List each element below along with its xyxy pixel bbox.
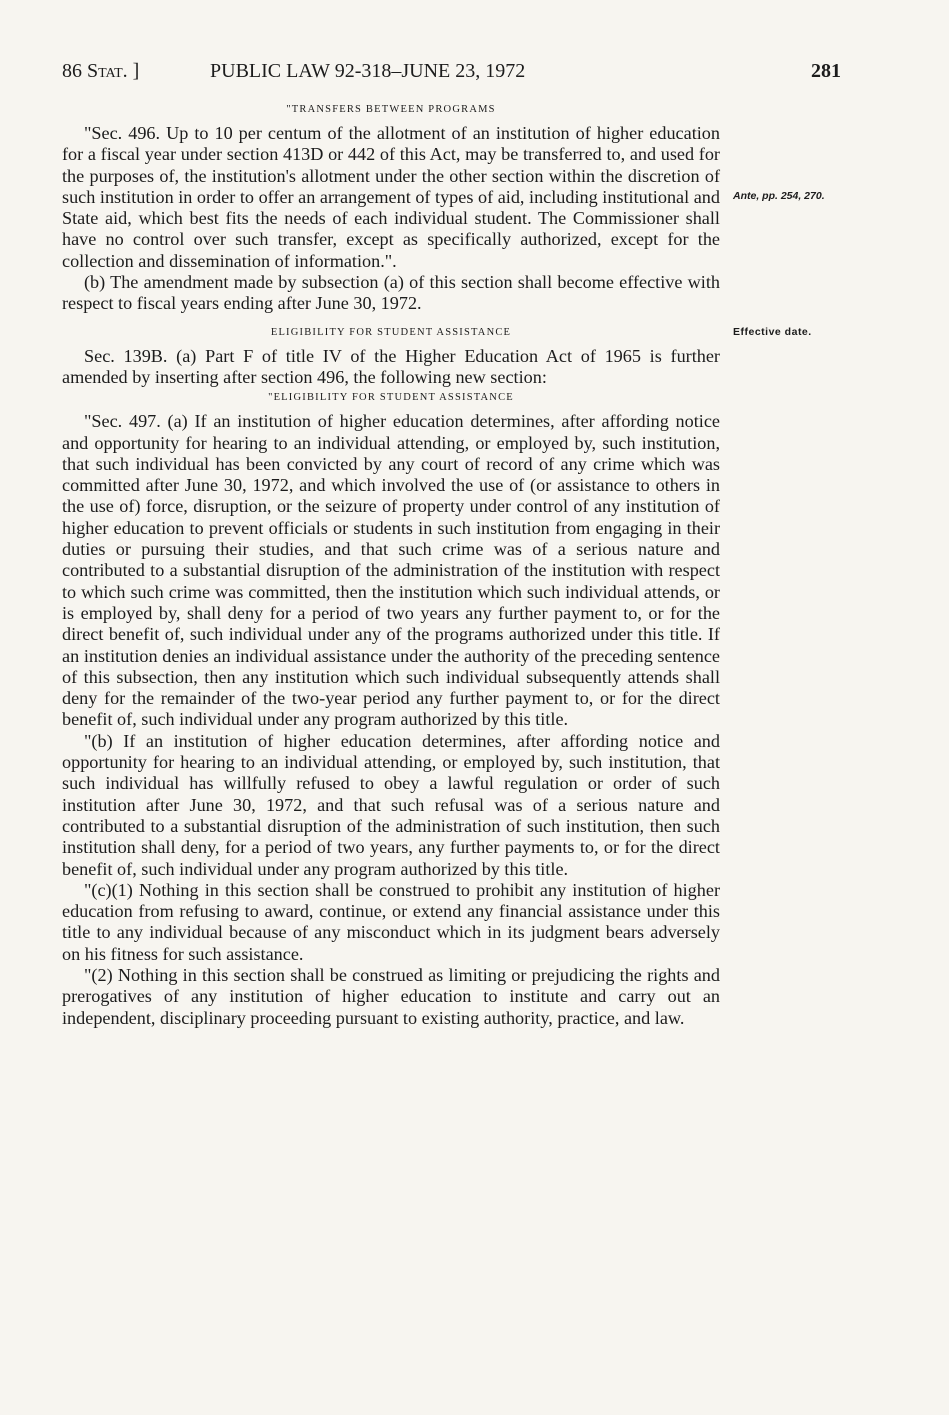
page-header bbox=[62, 60, 841, 88]
page-number: 281 bbox=[811, 60, 841, 82]
running-title: PUBLIC LAW 92-318–JUNE 23, 1972 bbox=[210, 60, 526, 82]
margin-note-ante: Ante, pp. 254, 270. bbox=[733, 190, 825, 202]
body-text bbox=[62, 100, 720, 1029]
statute-reference: 86 Stat. ] bbox=[62, 60, 140, 82]
section-139b: Sec. 139B. (a) Part F of title IV of the Higher Education Act of 1965 is further amended by inserting after section 496, the following new section: bbox=[62, 345, 720, 387]
section-496: "Sec. 496. Up to 10 per centum of the allotment of an institution of higher education for a fiscal year under section 413D or 442 of this Act, may be transferred to, and used for the purposes of, the institution's allotment under the other section within the discretion of such institution in order to offer an arrangement of types of aid, including institutional and State aid, which best fits the needs of each individual student. The Commissioner shall have no control over such transfer, except as specifically authorized, except for the collection and dissemination of information.". bbox=[62, 123, 720, 271]
heading-eligibility-quoted: "ELIGIBILITY FOR STUDENT ASSISTANCE bbox=[268, 392, 514, 404]
heading-transfers: "TRANSFERS BETWEEN PROGRAMS bbox=[286, 104, 496, 115]
margin-note-effective-date: Effective date. bbox=[733, 326, 812, 338]
section-497-b: "(b) If an institution of higher education determines, after affording notice and opportunity for hearing to an individual attending, or employed by, such institution, that such individual has willfully refused to obey a lawful regulation or order of such institution after June 30, 1972, and that such refusal was of a serious nature and contributed to a substantial disruption of the administration of such institution, then such institution shall deny, for a period of two years, any further payments to, or for the direct benefit of, such individual under any program authorized by this title. bbox=[62, 730, 720, 879]
section-497-c2: "(2) Nothing in this section shall be construed as limiting or prejudicing the rights and prerogatives of any institution of higher education to institute and carry out an independent, disciplinary proceeding pursuant to existing authority, practice, and law. bbox=[62, 964, 720, 1028]
heading-eligibility: ELIGIBILITY FOR STUDENT ASSISTANCE bbox=[270, 326, 512, 338]
section-497-a: "Sec. 497. (a) If an institution of higher education determines, after affording notice and opportunity for hearing to an individual attending, or employed by, such institution, that such individual has been convicted by any court of record of any crime which was committed after June 30, 1972, and which involved the use of (or assistance to others in the use of) force, disruption, or the seizure of property under control of any institution of higher education to prevent officials or students in such institution from engaging in their duties or pursuing their studies, and that such crime was of a serious nature and contributed to a substantial disruption of the administration of the institution with respect to which such crime was committed, then the institution which such individual attends, or is employed by, shall deny for a period of two years any further payment to, or for the direct benefit of, such individual under any of the programs authorized under this title. If an institution denies an individual assistance under the authority of the preceding sentence of this subsection, then any institution which such individual subsequently attends shall deny for the remainder of the two-year period any further payment to, or for the direct benefit of, such individual under any program authorized by this title. bbox=[62, 411, 720, 730]
subsection-b-effective: (b) The amendment made by subsection (a) of this section shall become effective with respect to fiscal years ending after June 30, 1972. bbox=[62, 272, 720, 314]
section-497-c1: "(c)(1) Nothing in this section shall be construed to prohibit any institution of higher education from refusing to award, continue, or extend any financial assistance under this title to any individual because of any misconduct which in its judgment bears adversely on his fitness for such assistance. bbox=[62, 879, 720, 964]
